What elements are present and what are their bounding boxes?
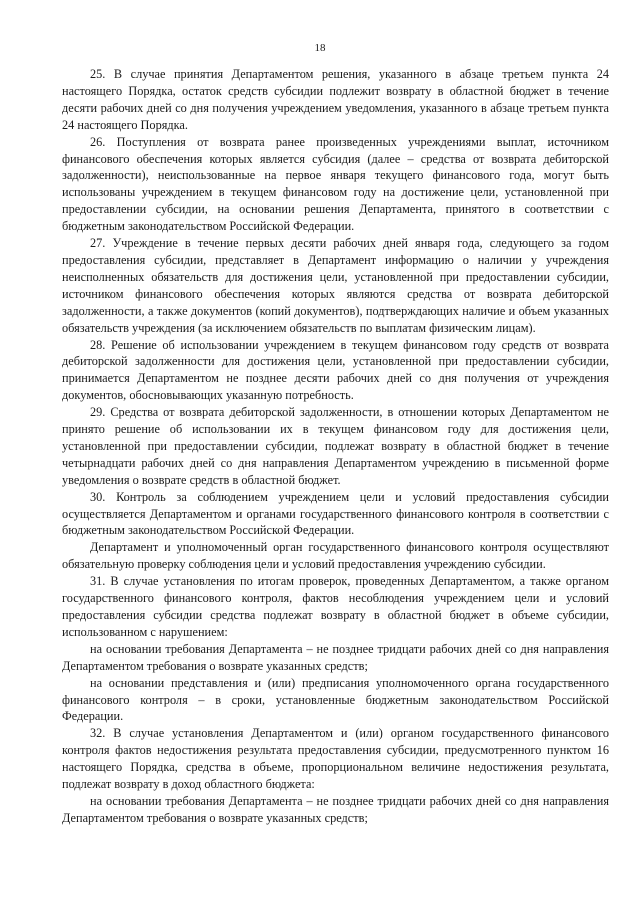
paragraph-30: 30. Контроль за соблюдением учреждением цели и условий предоставления субсидии осуществляется Департаментом и органами государственного финансового контроля в соответствии с бюджетным законодательством Российской Федерации. [62,489,609,538]
paragraph-31-representation: на основании представления и (или) предписания уполномоченного органа государственного финансового контроля – в сроки, установленные бюджетным законодательством Российской Федерации. [62,675,609,724]
paragraph-29: 29. Средства от возврата дебиторской задолженности, в отношении которых Департаментом не принято решение об использовании их в текущем финансовом году для достижения цели, установленной при предоставлении субсидии, подлежат возврату в областной бюджет в течение четырнадцати рабочих дней со дня направления Департаментом учреждению в письменной форме уведомления о возврате средств в областной бюджет. [62,405,609,487]
paragraph-32: 32. В случае установления Департаментом и (или) органом государственного финансового контроля фактов недостижения результата предоставления субсидии, предусмотренного пунктом 16 настоящего Порядка, средства в объеме, пропорциональном величине недостижения результата, подлежат возврату в доход областного бюджета: [62,726,609,792]
paragraph-26: 26. Поступления от возврата ранее произведенных учреждениями выплат, источником финансового обеспечения которых является субсидия (далее – средства от возврата дебиторской задолженности), неиспользованные на первое января текущего финансового года, могут быть использованы учреждением в текущем финансовом году на достижение цели, установленной при предоставлении субсидии, на основании решения Департамента, принятого в соответствии с бюджетным законодательством Российской Федерации. [62,134,609,234]
paragraph-31-requirement: на основании требования Департамента – не позднее тридцати рабочих дней со дня направления Департаментом требования о возврате указанных средств; [62,641,609,673]
paragraph-25: 25. В случае принятия Департаментом решения, указанного в абзаце третьем пункта 24 настоящего Порядка, остаток средств субсидии подлежит возврату в областной бюджет в течение десяти рабочих дней со дня получения учреждением уведомления, указанного в абзаце третьем пункта 24 настоящего Порядка. [62,67,609,132]
document-body [62,66,609,827]
paragraph-27: 27. Учреждение в течение первых десяти рабочих дней января года, следующего за годом предоставления субсидии, представляет в Департамент информацию о наличии у учреждения неисполненных обязательств для достижения цели, установленной при предоставлении субсидии, источником финансового обеспечения которых являются средства от возврата дебиторской задолженности, а также документов (копий документов), подтверждающих наличие и объем указанных обязательств учреждения (за исключением обязательств по выплатам физическим лицам). [62,236,609,335]
paragraph-32-requirement: на основании требования Департамента – не позднее тридцати рабочих дней со дня направления Департаментом требования о возврате указанных средств; [62,793,609,825]
page-number: 18 [314,42,326,54]
paragraph-31: 31. В случае установления по итогам проверок, проведенных Департаментом, а также органом государственного финансового контроля, фактов несоблюдения учреждением цели и условий предоставления субсидии средства подлежат возврату в областной бюджет в объеме субсидии, использованном с нарушением: [62,574,609,639]
paragraph-30-control: Департамент и уполномоченный орган государственного финансового контроля осуществляют обязательную проверку соблюдения цели и условий предоставления учреждению субсидии. [62,540,609,572]
paragraph-28: 28. Решение об использовании учреждением в текущем финансовом году средств от возврата дебиторской задолженности для достижения цели, установленной при предоставлении субсидии, принимается Департаментом не позднее десяти рабочих дней со дня получения от учреждения документов, обосновывающих указанную потребность. [62,337,609,403]
